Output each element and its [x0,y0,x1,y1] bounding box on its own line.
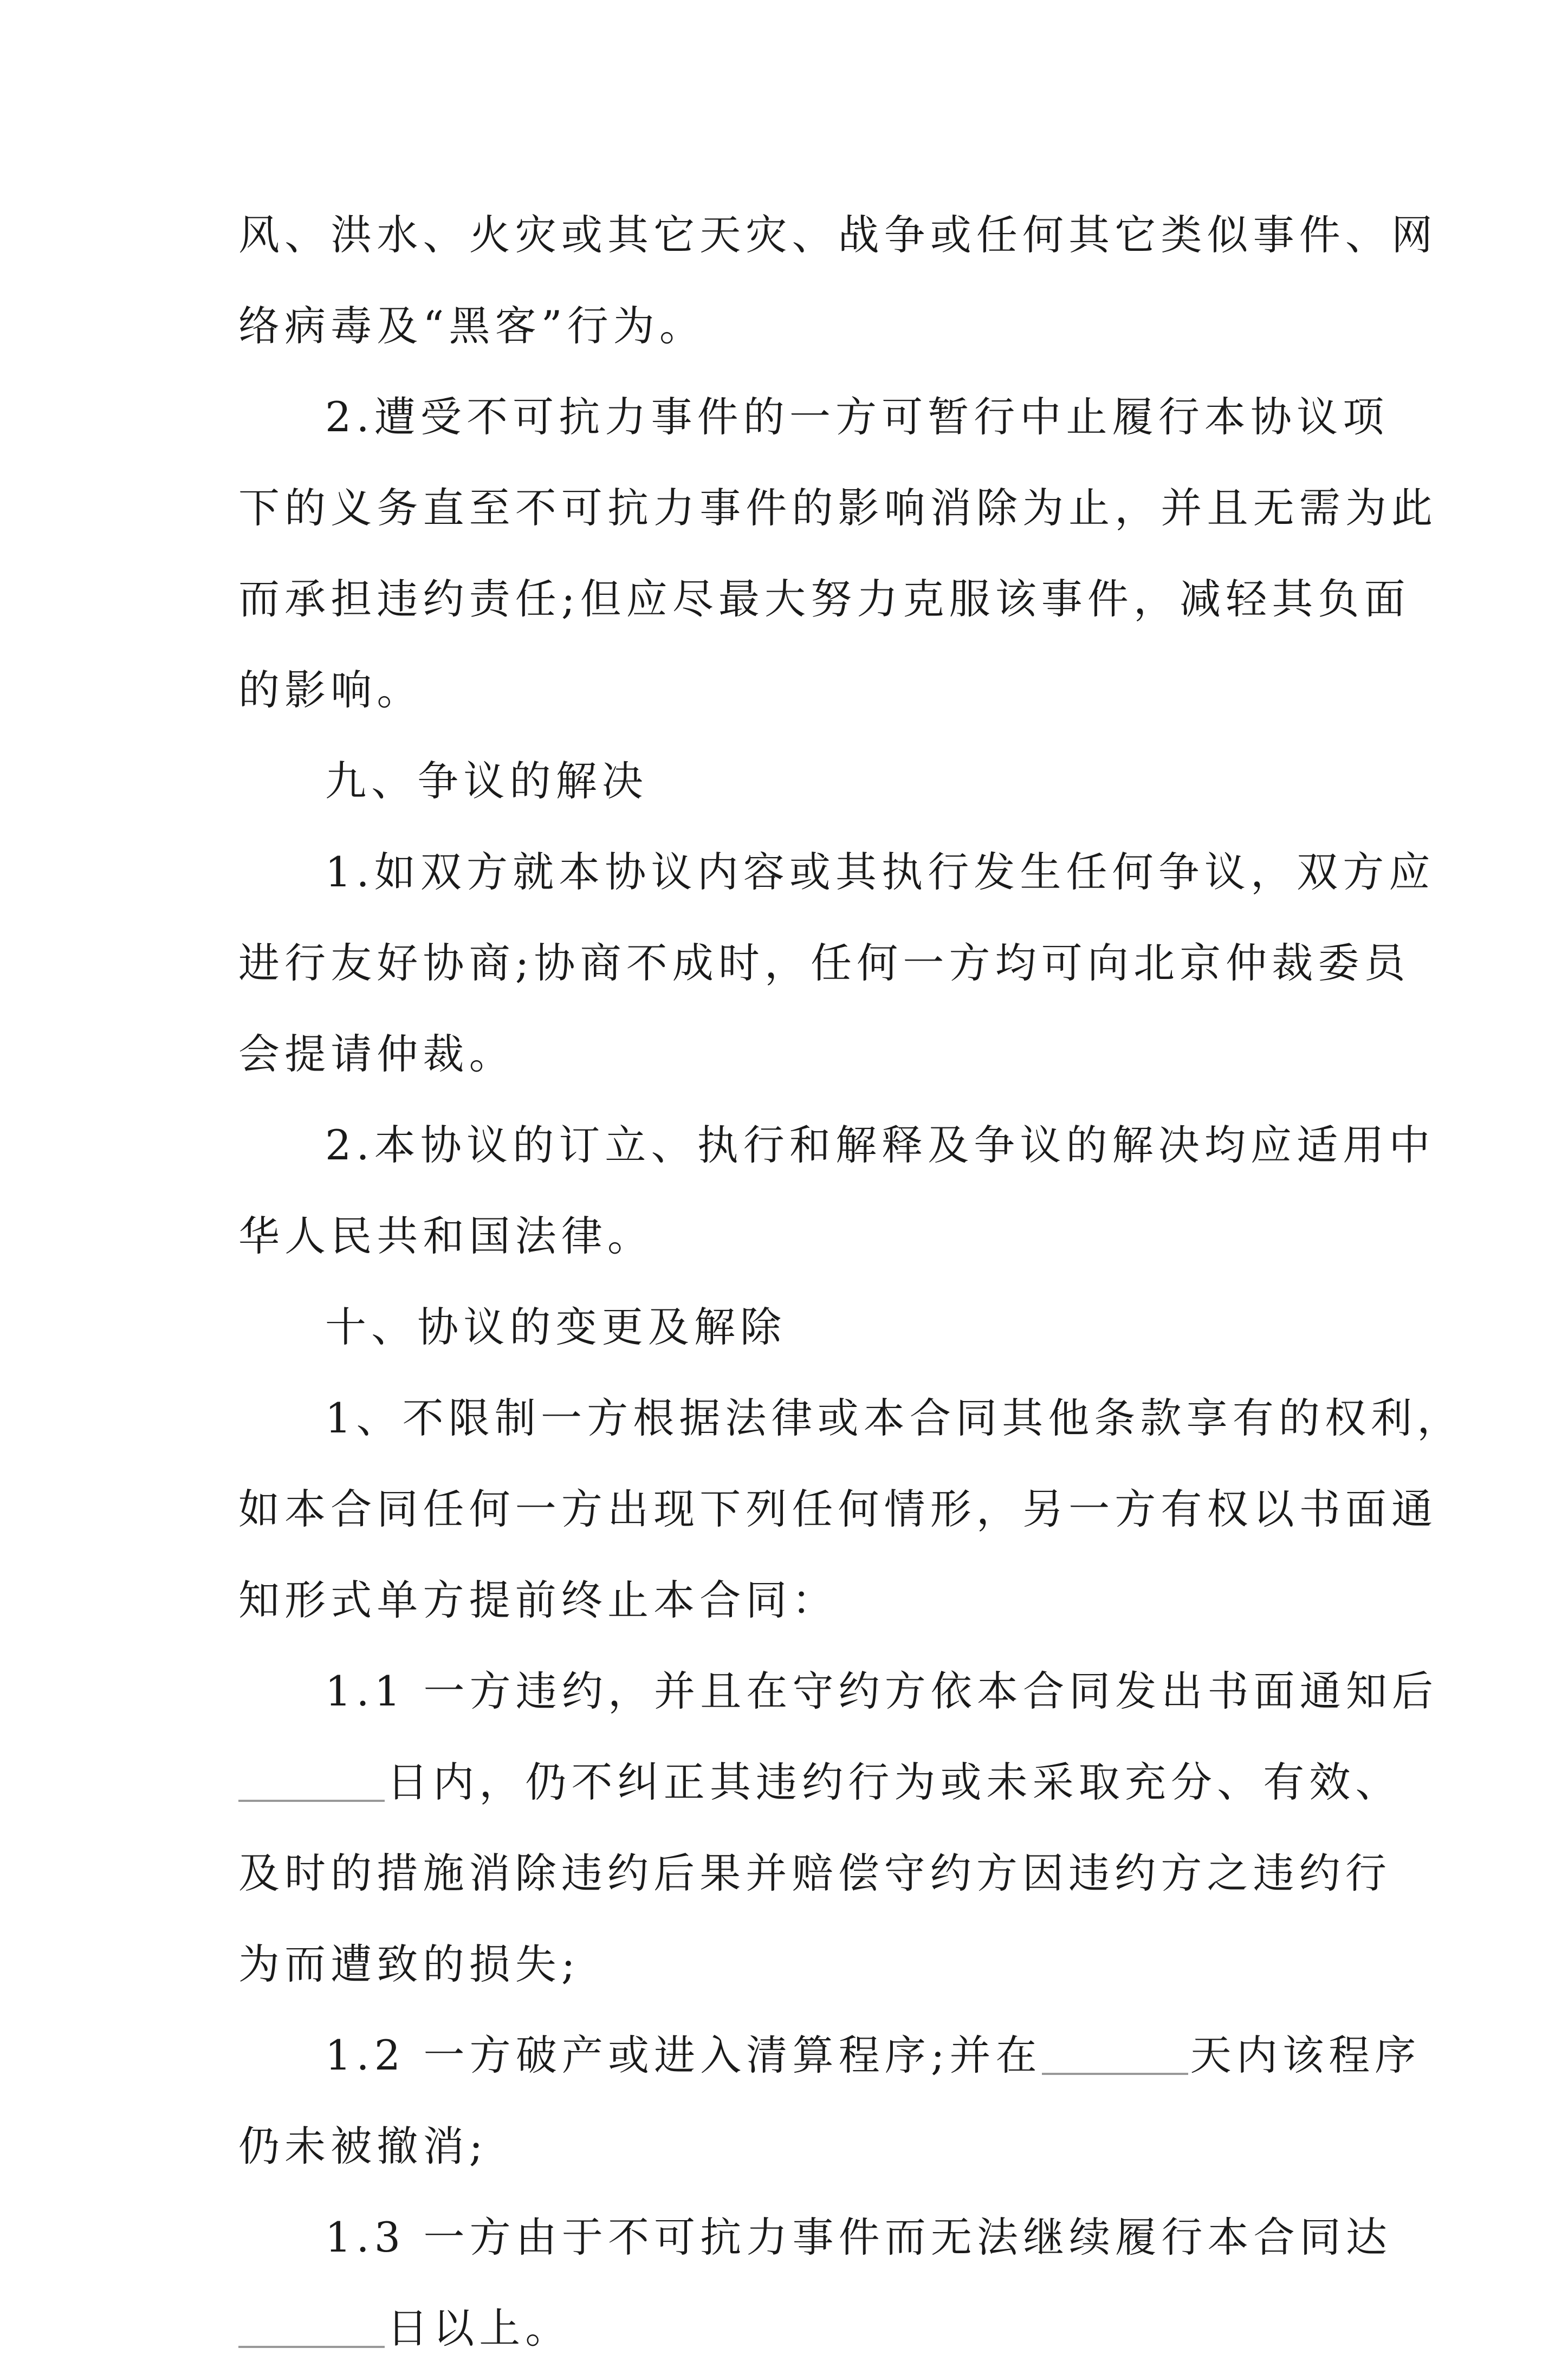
paragraph-line [238,645,1344,736]
paragraph-line [238,1828,1391,1919]
text: 十、协议的变更及解除 [325,1303,787,1351]
paragraph-line [238,463,1438,554]
text: 知形式单方提前终止本合同： [238,1576,838,1624]
paragraph-line [238,1646,1439,1737]
fill-in-blank[interactable] [238,2346,385,2348]
fill-in-blank[interactable] [238,1800,385,1802]
paragraph-line [238,372,1389,463]
text: 络病毒及“黑客”行为。 [238,302,706,350]
paragraph-line [238,1009,1344,1100]
text: 日内，仍不纠正其违约行为或未采取充分、有效、 [387,1758,1402,1806]
paragraph-line [238,190,1438,281]
paragraph-line [238,918,1410,1009]
paragraph-line [238,2101,1344,2192]
text: 为而遭致的损失; [238,1940,580,1988]
paragraph-line [238,1737,1402,1828]
text: 下的义务直至不可抗力事件的影响消除为止，并且无需为此 [238,484,1438,532]
text: 1.1 一方违约，并且在守约方依本合同发出书面通知后 [325,1667,1439,1715]
text: 日以上。 [387,2304,572,2352]
paragraph-line [238,2283,1344,2374]
text: 1、不限制一方根据法律或本合同其他条款享有的权利， [325,1394,1463,1442]
text: 2.遭受不可抗力事件的一方可暂行中止履行本协议项 [325,393,1389,441]
text: 仍未被撤消; [238,2122,488,2170]
text: 天内该程序 [1190,2031,1421,2079]
text: 风、洪水、火灾或其它天灾、战争或任何其它类似事件、网 [238,211,1438,259]
text: 会提请仲裁。 [238,1030,515,1078]
text: 而承担违约责任;但应尽最大努力克服该事件，减轻其负面 [238,575,1410,623]
paragraph-line [238,1464,1438,1555]
text: 1.2 一方破产或进入清算程序;并在 [325,2031,1042,2079]
paragraph-line [238,1100,1435,1191]
text: 2.本协议的订立、执行和解释及争议的解决均应适用中 [325,1121,1435,1169]
document-body [238,190,1463,2374]
section-heading [238,736,1344,827]
text: 九、争议的解决 [325,757,648,805]
paragraph-line [238,1919,1344,2010]
text: 如本合同任何一方出现下列任何情形，另一方有权以书面通 [238,1485,1438,1533]
paragraph-line [238,554,1410,645]
section-heading [238,1282,1344,1373]
paragraph-line [238,1555,1344,1646]
paragraph-line [238,1191,1344,1282]
text: 进行友好协商;协商不成时，任何一方均可向北京仲裁委员 [238,939,1410,987]
text: 华人民共和国法律。 [238,1212,654,1260]
paragraph-line [238,827,1435,918]
paragraph-line [238,2010,1421,2101]
paragraph-line [238,2192,1392,2283]
fill-in-blank[interactable] [1042,2073,1188,2075]
text: 及时的措施消除违约后果并赔偿守约方因违约方之违约行 [238,1849,1391,1897]
paragraph-line [238,1373,1463,1464]
text: 1.如双方就本协议内容或其执行发生任何争议，双方应 [325,848,1435,896]
text: 的影响。 [238,666,423,714]
paragraph-line [238,281,1344,372]
text: 1.3 一方由于不可抗力事件而无法继续履行本合同达 [325,2213,1392,2261]
